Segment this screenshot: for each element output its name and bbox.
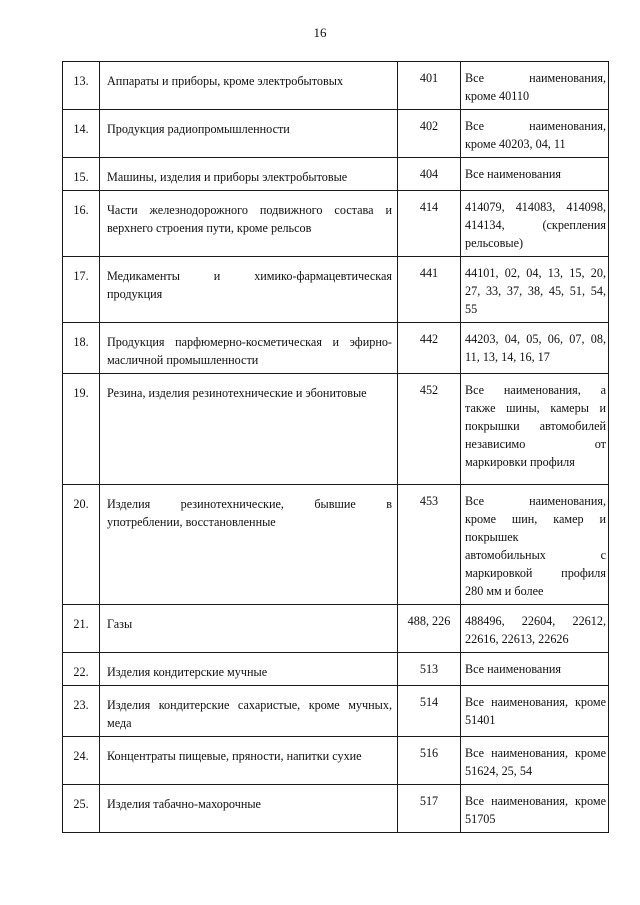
product-note-line: 51401 <box>465 713 496 727</box>
table-row <box>63 257 609 323</box>
product-note-line: кроме 40203, 04, 11 <box>465 137 566 151</box>
product-note <box>461 158 609 191</box>
product-note-line: Все наименования, <box>465 71 606 85</box>
product-note-line: 27, 33, 37, 38, 45, 51, 54, <box>465 284 606 298</box>
product-note-line: 44203, 04, 05, 06, 07, 08, <box>465 332 606 346</box>
table-row <box>63 485 609 605</box>
product-note <box>461 323 609 374</box>
product-code: 488, 226 <box>398 605 461 653</box>
row-number: 15. <box>63 158 100 191</box>
row-number: 17. <box>63 257 100 323</box>
row-number: 22. <box>63 653 100 686</box>
product-note-line: автомобильных с <box>465 548 606 562</box>
product-code: 453 <box>398 485 461 605</box>
product-name-line: верхнего строения пути, кроме рельсов <box>107 221 312 235</box>
product-name: Концентраты пищевые, пряности, напитки сухие <box>100 737 398 785</box>
product-name: Изделия табачно-махорочные <box>100 785 398 833</box>
product-note-line: независимо от <box>465 437 606 451</box>
product-name <box>100 323 398 374</box>
table-row <box>63 62 609 110</box>
product-code: 517 <box>398 785 461 833</box>
product-note-line: кроме шин, камер и <box>465 512 606 526</box>
product-note <box>461 686 609 737</box>
product-note-line: 55 <box>465 302 478 316</box>
row-number: 24. <box>63 737 100 785</box>
products-table <box>62 61 609 833</box>
product-note-line: покрышек <box>465 530 519 544</box>
product-name-line: употреблении, восстановленные <box>107 515 276 529</box>
product-name: Продукция радиопромышленности <box>100 110 398 158</box>
product-note-line: 488496, 22604, 22612, <box>465 614 606 628</box>
row-number: 21. <box>63 605 100 653</box>
product-code: 452 <box>398 374 461 485</box>
product-note <box>461 605 609 653</box>
product-name-line: Части железнодорожного подвижного состава и <box>107 203 392 217</box>
product-name-line: Изделия кондитерские сахаристые, кроме мучных, <box>107 698 392 712</box>
product-name: Резина, изделия резинотехнические и эбонитовые <box>100 374 398 485</box>
table-row <box>63 158 609 191</box>
table-row <box>63 110 609 158</box>
product-note-line: кроме 40110 <box>465 89 530 103</box>
product-note-line: Все наименования, кроме <box>465 746 606 760</box>
row-number: 20. <box>63 485 100 605</box>
table-row <box>63 686 609 737</box>
product-name-line: Продукция парфюмерно-косметическая и эфирно- <box>107 335 392 349</box>
product-code: 401 <box>398 62 461 110</box>
row-number: 23. <box>63 686 100 737</box>
product-name <box>100 257 398 323</box>
product-note <box>461 110 609 158</box>
product-note <box>461 257 609 323</box>
product-note-line: 22616, 22613, 22626 <box>465 632 569 646</box>
product-note-line: маркировки профиля <box>465 455 575 469</box>
page-number: 16 <box>313 25 327 40</box>
product-name: Машины, изделия и приборы электробытовые <box>100 158 398 191</box>
product-note-line: Все наименования, <box>465 119 606 133</box>
product-name-line: продукция <box>107 287 163 301</box>
product-name-line: Изделия резинотехнические, бывшие в <box>107 497 392 511</box>
product-note <box>461 191 609 257</box>
product-note-line: также шины, камеры и <box>465 401 606 415</box>
row-number: 18. <box>63 323 100 374</box>
product-note <box>461 62 609 110</box>
product-note-line: Все наименования, кроме <box>465 794 606 808</box>
product-note-line: Все наименования <box>465 167 561 181</box>
product-name: Изделия кондитерские мучные <box>100 653 398 686</box>
product-note-line: 51705 <box>465 812 496 826</box>
product-note-line: 280 мм и более <box>465 584 544 598</box>
product-code: 442 <box>398 323 461 374</box>
product-code: 404 <box>398 158 461 191</box>
product-note <box>461 374 609 485</box>
product-code: 402 <box>398 110 461 158</box>
product-note-line: 51624, 25, 54 <box>465 764 533 778</box>
product-note-line: маркировкой профиля <box>465 566 606 580</box>
product-note-line: 11, 13, 14, 16, 17 <box>465 350 550 364</box>
product-name-line: Медикаменты и химико-фармацевтическая <box>107 269 392 283</box>
table-body <box>63 62 609 833</box>
product-note-line: рельсовые) <box>465 236 524 250</box>
product-code: 516 <box>398 737 461 785</box>
row-number: 14. <box>63 110 100 158</box>
product-name <box>100 686 398 737</box>
table-row <box>63 653 609 686</box>
product-note-line: 44101, 02, 04, 13, 15, 20, <box>465 266 606 280</box>
product-name-line: масличной промышленности <box>107 353 259 367</box>
product-name-line: меда <box>107 716 132 730</box>
table-row <box>63 605 609 653</box>
product-code: 414 <box>398 191 461 257</box>
table-row <box>63 737 609 785</box>
product-note-line: Все наименования, <box>465 494 606 508</box>
product-note <box>461 785 609 833</box>
table-row <box>63 785 609 833</box>
product-note-line: 414134, (скрепления <box>465 218 606 232</box>
product-note-line: 414079, 414083, 414098, <box>465 200 606 214</box>
product-note <box>461 653 609 686</box>
product-name: Газы <box>100 605 398 653</box>
product-name <box>100 191 398 257</box>
product-code: 514 <box>398 686 461 737</box>
row-number: 13. <box>63 62 100 110</box>
row-number: 19. <box>63 374 100 485</box>
product-code: 441 <box>398 257 461 323</box>
product-name <box>100 485 398 605</box>
product-note <box>461 485 609 605</box>
product-note-line: покрышки автомобилей <box>465 419 606 433</box>
product-note-line: Все наименования, а <box>465 383 606 397</box>
product-name: Аппараты и приборы, кроме электробытовых <box>100 62 398 110</box>
row-number: 16. <box>63 191 100 257</box>
product-note-line: Все наименования <box>465 662 561 676</box>
table-row <box>63 374 609 485</box>
product-code: 513 <box>398 653 461 686</box>
row-number: 25. <box>63 785 100 833</box>
product-note <box>461 737 609 785</box>
table-row <box>63 323 609 374</box>
product-note-line: Все наименования, кроме <box>465 695 606 709</box>
table-row <box>63 191 609 257</box>
